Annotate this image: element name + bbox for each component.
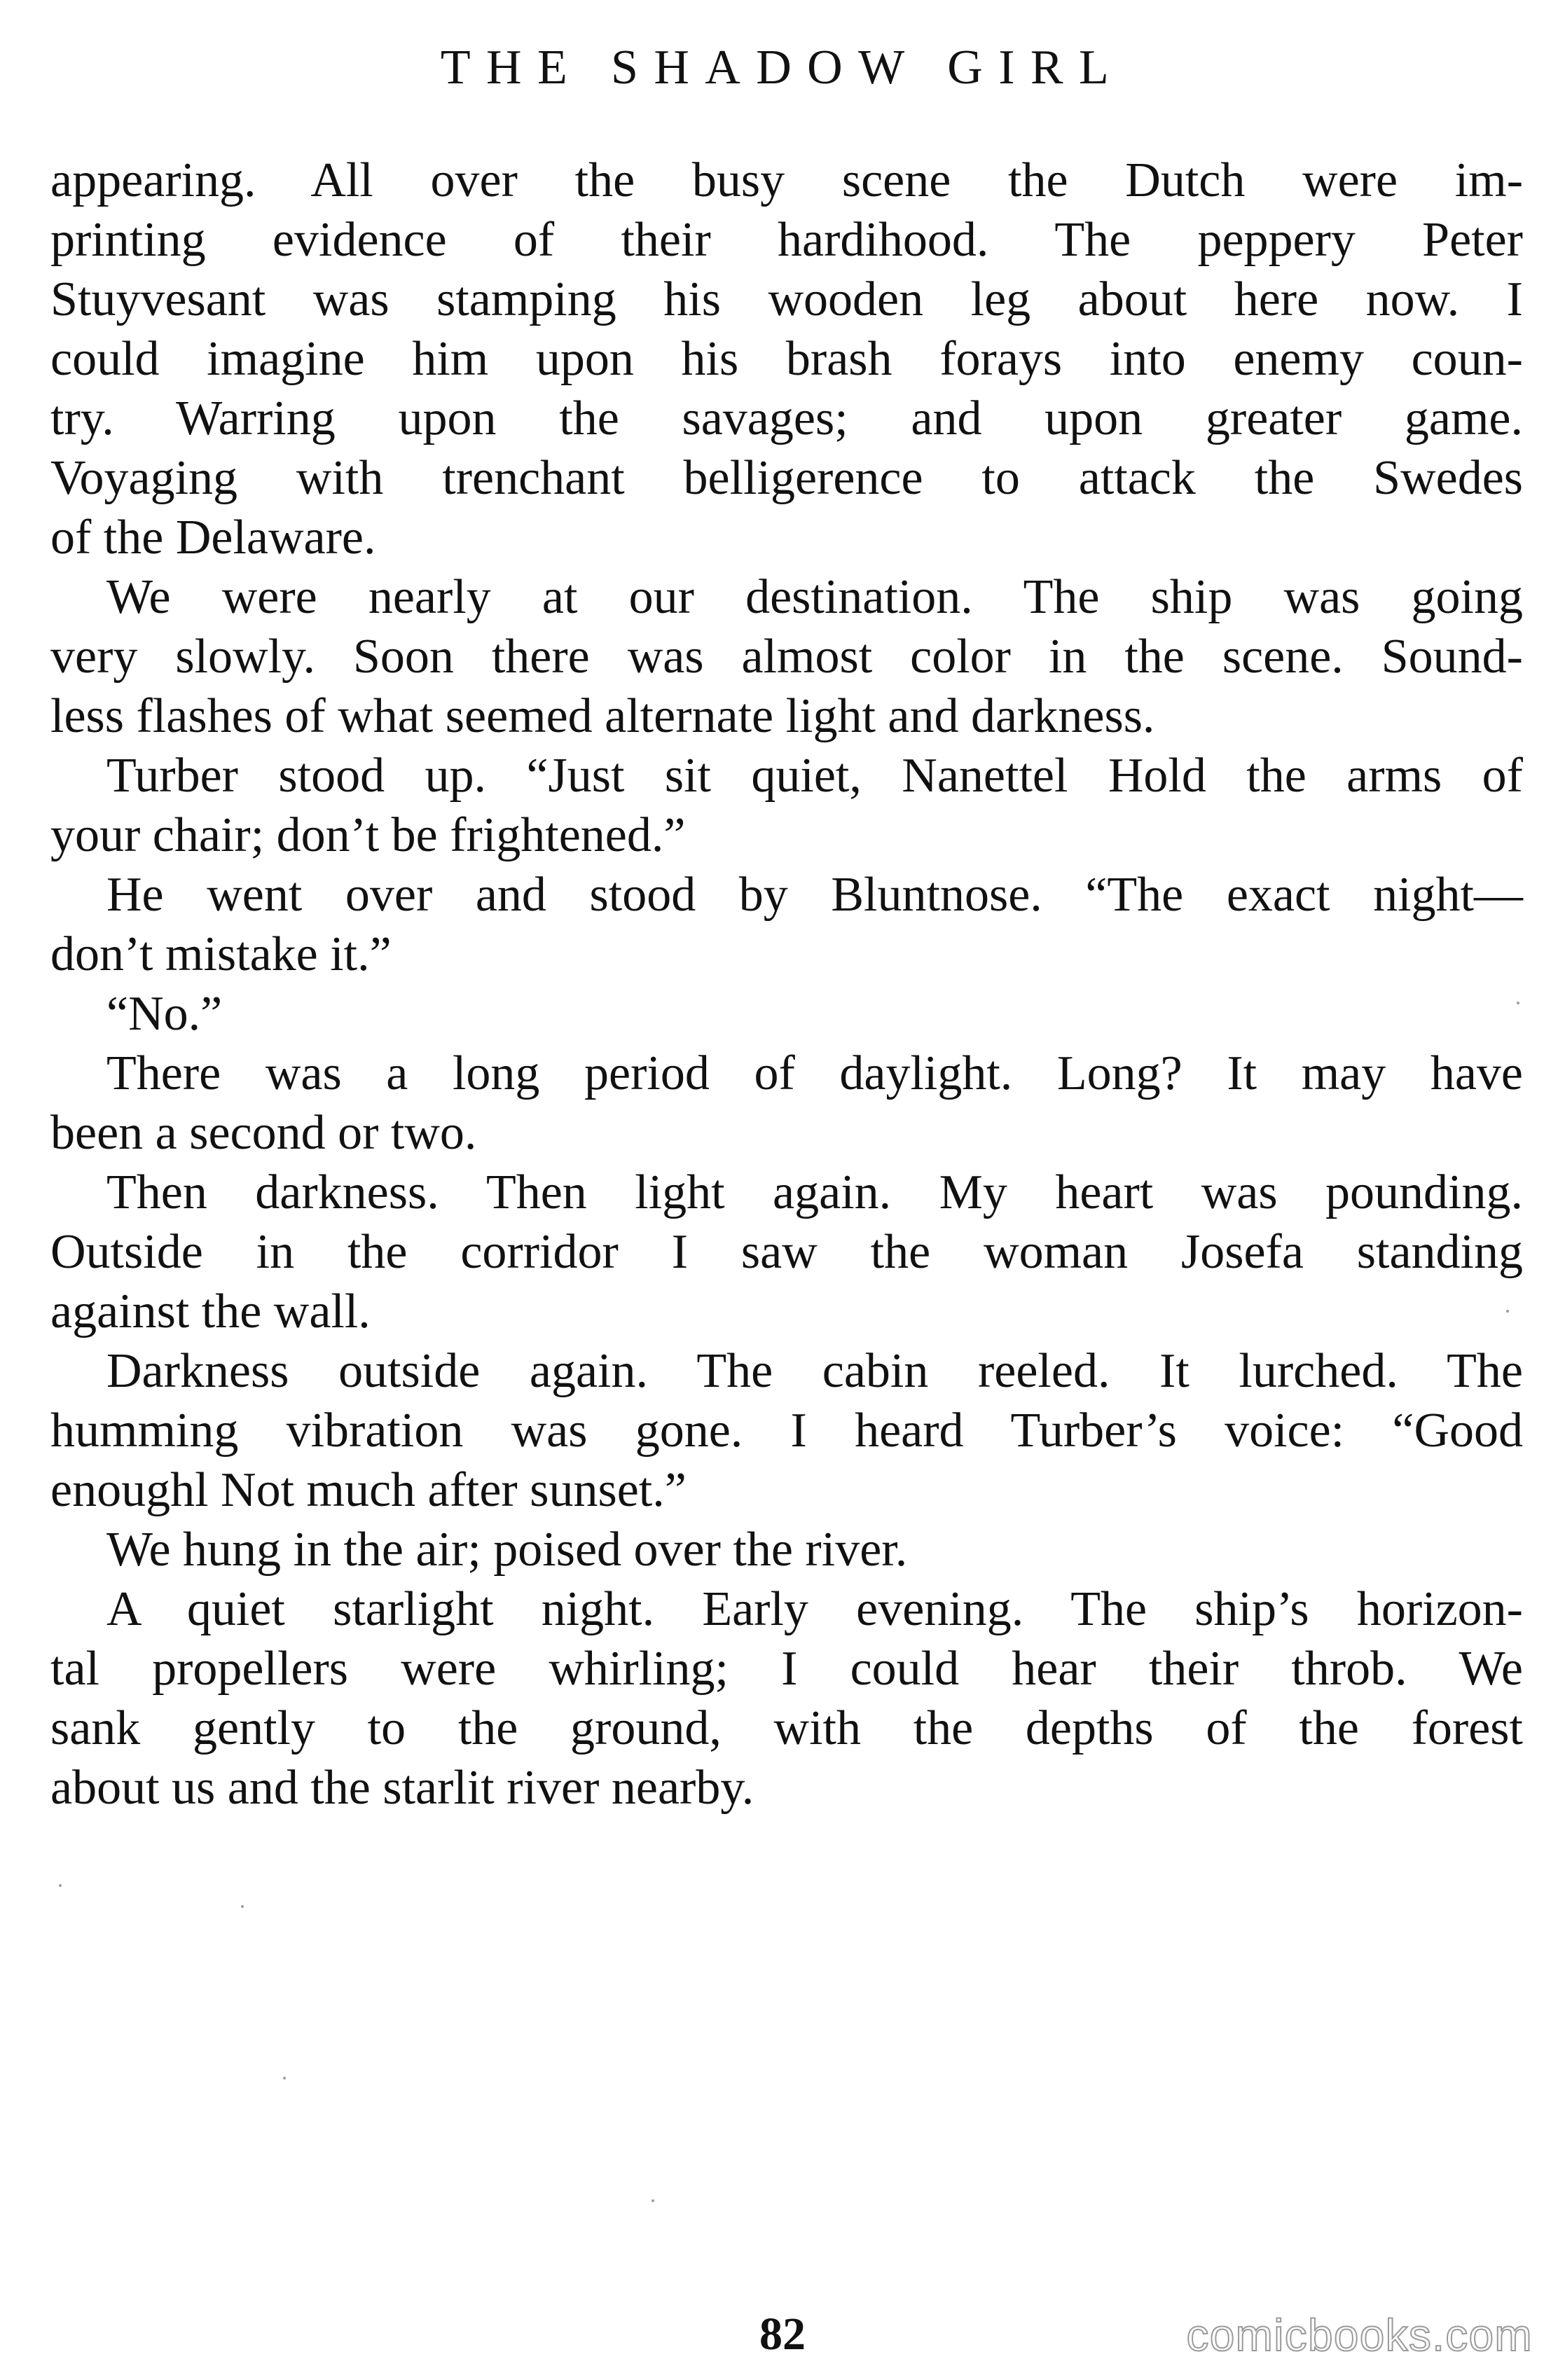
running-head: THE SHADOW GIRL xyxy=(440,41,1125,95)
scan-speck xyxy=(59,1884,62,1887)
text-line: could imagine him upon his brash forays into enemy coun- xyxy=(50,332,1523,386)
text-line: don’t mistake it.” xyxy=(50,927,392,981)
text-line: try. Warring upon the savages; and upon greater game. xyxy=(50,392,1523,445)
scan-speck xyxy=(283,2077,286,2080)
scan-speck xyxy=(241,1905,244,1908)
paragraph-first-line: We hung in the air; poised over the river. xyxy=(106,1523,908,1577)
text-line: less flashes of what seemed alternate light and darkness. xyxy=(50,689,1155,743)
paragraph-first-line: Turber stood up. “Just sit quiet, Nanettel Hold the arms of xyxy=(106,749,1523,803)
text-line: sank gently to the ground, with the depths of the forest xyxy=(50,1701,1523,1755)
scan-speck xyxy=(1506,1310,1509,1313)
text-line: Stuyvesant was stamping his wooden leg about here now. I xyxy=(50,272,1523,326)
text-line: about us and the starlit river nearby. xyxy=(50,1761,754,1815)
text-line: enoughl Not much after sunset.” xyxy=(50,1463,687,1517)
page-body-text xyxy=(50,151,1523,1818)
text-line: humming vibration was gone. I heard Turber’s voice: “Good xyxy=(50,1404,1523,1458)
paragraph-first-line: There was a long period of daylight. Long? It may have xyxy=(106,1046,1523,1100)
page-number: 82 xyxy=(759,2309,806,2360)
paragraph-first-line: “No.” xyxy=(106,987,223,1041)
paragraph-first-line: Darkness outside again. The cabin reeled. It lurched. The xyxy=(106,1344,1523,1398)
paragraph-first-line: Then darkness. Then light again. My heart was pounding. xyxy=(106,1165,1523,1219)
text-line: Outside in the corridor I saw the woman Josefa standing xyxy=(50,1225,1523,1279)
text-line: Voyaging with trenchant belligerence to attack the Swedes xyxy=(50,451,1523,505)
text-line: your chair; don’t be frightened.” xyxy=(50,808,686,862)
text-line: tal propellers were whirling; I could hear their throb. We xyxy=(50,1642,1523,1696)
text-line: very slowly. Soon there was almost color in the scene. Sound- xyxy=(50,630,1523,684)
scan-speck xyxy=(651,2199,654,2202)
text-line: printing evidence of their hardihood. The peppery Peter xyxy=(50,213,1523,267)
paragraph-first-line: He went over and stood by Bluntnose. “The exact night— xyxy=(106,868,1523,922)
text-line: appearing. All over the busy scene the Dutch were im- xyxy=(50,153,1523,207)
text-line: of the Delaware. xyxy=(50,511,376,565)
text-line: against the wall. xyxy=(50,1285,371,1338)
paragraph-first-line: A quiet starlight night. Early evening. The ship’s horizon- xyxy=(106,1582,1523,1636)
paragraph-first-line: We were nearly at our destination. The ship was going xyxy=(106,570,1523,624)
text-line: been a second or two. xyxy=(50,1106,477,1160)
watermark-logo: comicbooks.com xyxy=(1186,2310,1533,2360)
scan-speck xyxy=(1517,1002,1519,1004)
